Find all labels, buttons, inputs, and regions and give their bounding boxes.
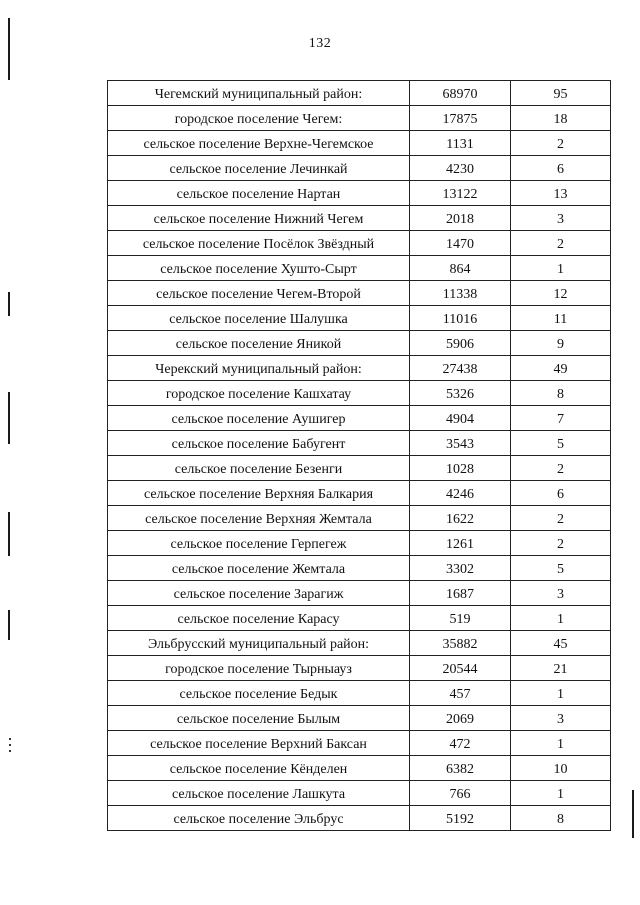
- settlement-name-cell: городское поселение Кашхатау: [108, 381, 410, 406]
- population-cell: 1622: [410, 506, 511, 531]
- population-cell: 1131: [410, 131, 511, 156]
- settlement-name-cell: сельское поселение Лечинкай: [108, 156, 410, 181]
- count-cell: 8: [511, 806, 611, 831]
- count-cell: 3: [511, 581, 611, 606]
- count-cell: 10: [511, 756, 611, 781]
- scan-margin-mark: [8, 610, 10, 640]
- population-cell: 3543: [410, 431, 511, 456]
- table-row: [108, 81, 611, 106]
- settlement-name-cell: сельское поселение Жемтала: [108, 556, 410, 581]
- population-cell: 472: [410, 731, 511, 756]
- settlement-name-cell: сельское поселение Зарагиж: [108, 581, 410, 606]
- table-row: [108, 181, 611, 206]
- population-cell: 5326: [410, 381, 511, 406]
- settlement-name-cell: сельское поселение Безенги: [108, 456, 410, 481]
- settlement-name-cell: сельское поселение Хушто-Сырт: [108, 256, 410, 281]
- settlement-name-cell: сельское поселение Бедык: [108, 681, 410, 706]
- count-cell: 8: [511, 381, 611, 406]
- table-row: [108, 781, 611, 806]
- page-number: 132: [308, 36, 332, 51]
- population-cell: 2018: [410, 206, 511, 231]
- population-cell: 35882: [410, 631, 511, 656]
- population-cell: 4904: [410, 406, 511, 431]
- table-body: [108, 81, 611, 831]
- count-cell: 49: [511, 356, 611, 381]
- settlement-name-cell: сельское поселение Былым: [108, 706, 410, 731]
- settlement-name-cell: сельское поселение Шалушка: [108, 306, 410, 331]
- population-cell: 13122: [410, 181, 511, 206]
- count-cell: 5: [511, 556, 611, 581]
- population-cell: 519: [410, 606, 511, 631]
- count-cell: 3: [511, 706, 611, 731]
- scan-margin-mark: [8, 292, 10, 316]
- settlement-name-cell: сельское поселение Нартан: [108, 181, 410, 206]
- settlement-name-cell: сельское поселение Нижний Чегем: [108, 206, 410, 231]
- count-cell: 1: [511, 731, 611, 756]
- table-row: [108, 481, 611, 506]
- table-row: [108, 706, 611, 731]
- table-row: [108, 431, 611, 456]
- count-cell: 18: [511, 106, 611, 131]
- table-row: [108, 756, 611, 781]
- settlement-name-cell: Чегемский муниципальный район:: [108, 81, 410, 106]
- table-row: [108, 506, 611, 531]
- population-cell: 5192: [410, 806, 511, 831]
- settlement-name-cell: сельское поселение Верхняя Балкария: [108, 481, 410, 506]
- count-cell: 5: [511, 431, 611, 456]
- population-cell: 1470: [410, 231, 511, 256]
- scan-margin-mark: [8, 392, 10, 444]
- settlement-name-cell: сельское поселение Яникой: [108, 331, 410, 356]
- table-row: [108, 406, 611, 431]
- table-row: [108, 806, 611, 831]
- table-row: [108, 581, 611, 606]
- table-row: [108, 556, 611, 581]
- population-cell: 2069: [410, 706, 511, 731]
- population-cell: 4230: [410, 156, 511, 181]
- table-row: [108, 281, 611, 306]
- count-cell: 3: [511, 206, 611, 231]
- count-cell: 12: [511, 281, 611, 306]
- count-cell: 6: [511, 481, 611, 506]
- population-cell: 766: [410, 781, 511, 806]
- table-row: [108, 131, 611, 156]
- settlement-name-cell: городское поселение Чегем:: [108, 106, 410, 131]
- settlement-name-cell: сельское поселение Эльбрус: [108, 806, 410, 831]
- count-cell: 45: [511, 631, 611, 656]
- population-cell: 11016: [410, 306, 511, 331]
- count-cell: 2: [511, 506, 611, 531]
- settlement-name-cell: сельское поселение Бабугент: [108, 431, 410, 456]
- settlement-name-cell: сельское поселение Чегем-Второй: [108, 281, 410, 306]
- table-row: [108, 231, 611, 256]
- count-cell: 1: [511, 781, 611, 806]
- count-cell: 2: [511, 531, 611, 556]
- table-row: [108, 306, 611, 331]
- population-cell: 1687: [410, 581, 511, 606]
- table-row: [108, 106, 611, 131]
- count-cell: 1: [511, 681, 611, 706]
- table-row: [108, 531, 611, 556]
- count-cell: 11: [511, 306, 611, 331]
- settlement-name-cell: городское поселение Тырныауз: [108, 656, 410, 681]
- count-cell: 9: [511, 331, 611, 356]
- settlement-name-cell: Черекский муниципальный район:: [108, 356, 410, 381]
- scan-margin-mark: [8, 512, 10, 556]
- population-cell: 3302: [410, 556, 511, 581]
- table-row: [108, 681, 611, 706]
- count-cell: 1: [511, 256, 611, 281]
- table-row: [108, 656, 611, 681]
- settlement-name-cell: сельское поселение Верхне-Чегемское: [108, 131, 410, 156]
- count-cell: 2: [511, 456, 611, 481]
- population-cell: 1261: [410, 531, 511, 556]
- settlement-name-cell: сельское поселение Лашкута: [108, 781, 410, 806]
- population-cell: 27438: [410, 356, 511, 381]
- table-row: [108, 331, 611, 356]
- population-cell: 11338: [410, 281, 511, 306]
- table-row: [108, 356, 611, 381]
- population-cell: 1028: [410, 456, 511, 481]
- count-cell: 6: [511, 156, 611, 181]
- scan-dot-mark: [9, 744, 11, 746]
- settlement-name-cell: Эльбрусский муниципальный район:: [108, 631, 410, 656]
- count-cell: 95: [511, 81, 611, 106]
- population-cell: 457: [410, 681, 511, 706]
- table-row: [108, 731, 611, 756]
- table-row: [108, 381, 611, 406]
- population-cell: 17875: [410, 106, 511, 131]
- population-cell: 5906: [410, 331, 511, 356]
- count-cell: 7: [511, 406, 611, 431]
- settlement-name-cell: сельское поселение Аушигер: [108, 406, 410, 431]
- settlements-table: [107, 80, 611, 831]
- settlement-name-cell: сельское поселение Кёнделен: [108, 756, 410, 781]
- population-cell: 4246: [410, 481, 511, 506]
- scan-dot-mark: [9, 738, 11, 740]
- table-row: [108, 256, 611, 281]
- table-row: [108, 606, 611, 631]
- population-cell: 864: [410, 256, 511, 281]
- count-cell: 1: [511, 606, 611, 631]
- population-cell: 68970: [410, 81, 511, 106]
- scan-margin-mark: [632, 790, 634, 838]
- table-row: [108, 456, 611, 481]
- table-row: [108, 156, 611, 181]
- settlement-name-cell: сельское поселение Посёлок Звёздный: [108, 231, 410, 256]
- count-cell: 2: [511, 131, 611, 156]
- count-cell: 2: [511, 231, 611, 256]
- count-cell: 13: [511, 181, 611, 206]
- count-cell: 21: [511, 656, 611, 681]
- settlement-name-cell: сельское поселение Карасу: [108, 606, 410, 631]
- population-cell: 20544: [410, 656, 511, 681]
- settlement-name-cell: сельское поселение Верхний Баксан: [108, 731, 410, 756]
- population-cell: 6382: [410, 756, 511, 781]
- table-row: [108, 206, 611, 231]
- settlement-name-cell: сельское поселение Герпегеж: [108, 531, 410, 556]
- settlement-name-cell: сельское поселение Верхняя Жемтала: [108, 506, 410, 531]
- table-row: [108, 631, 611, 656]
- scan-dot-mark: [9, 750, 11, 752]
